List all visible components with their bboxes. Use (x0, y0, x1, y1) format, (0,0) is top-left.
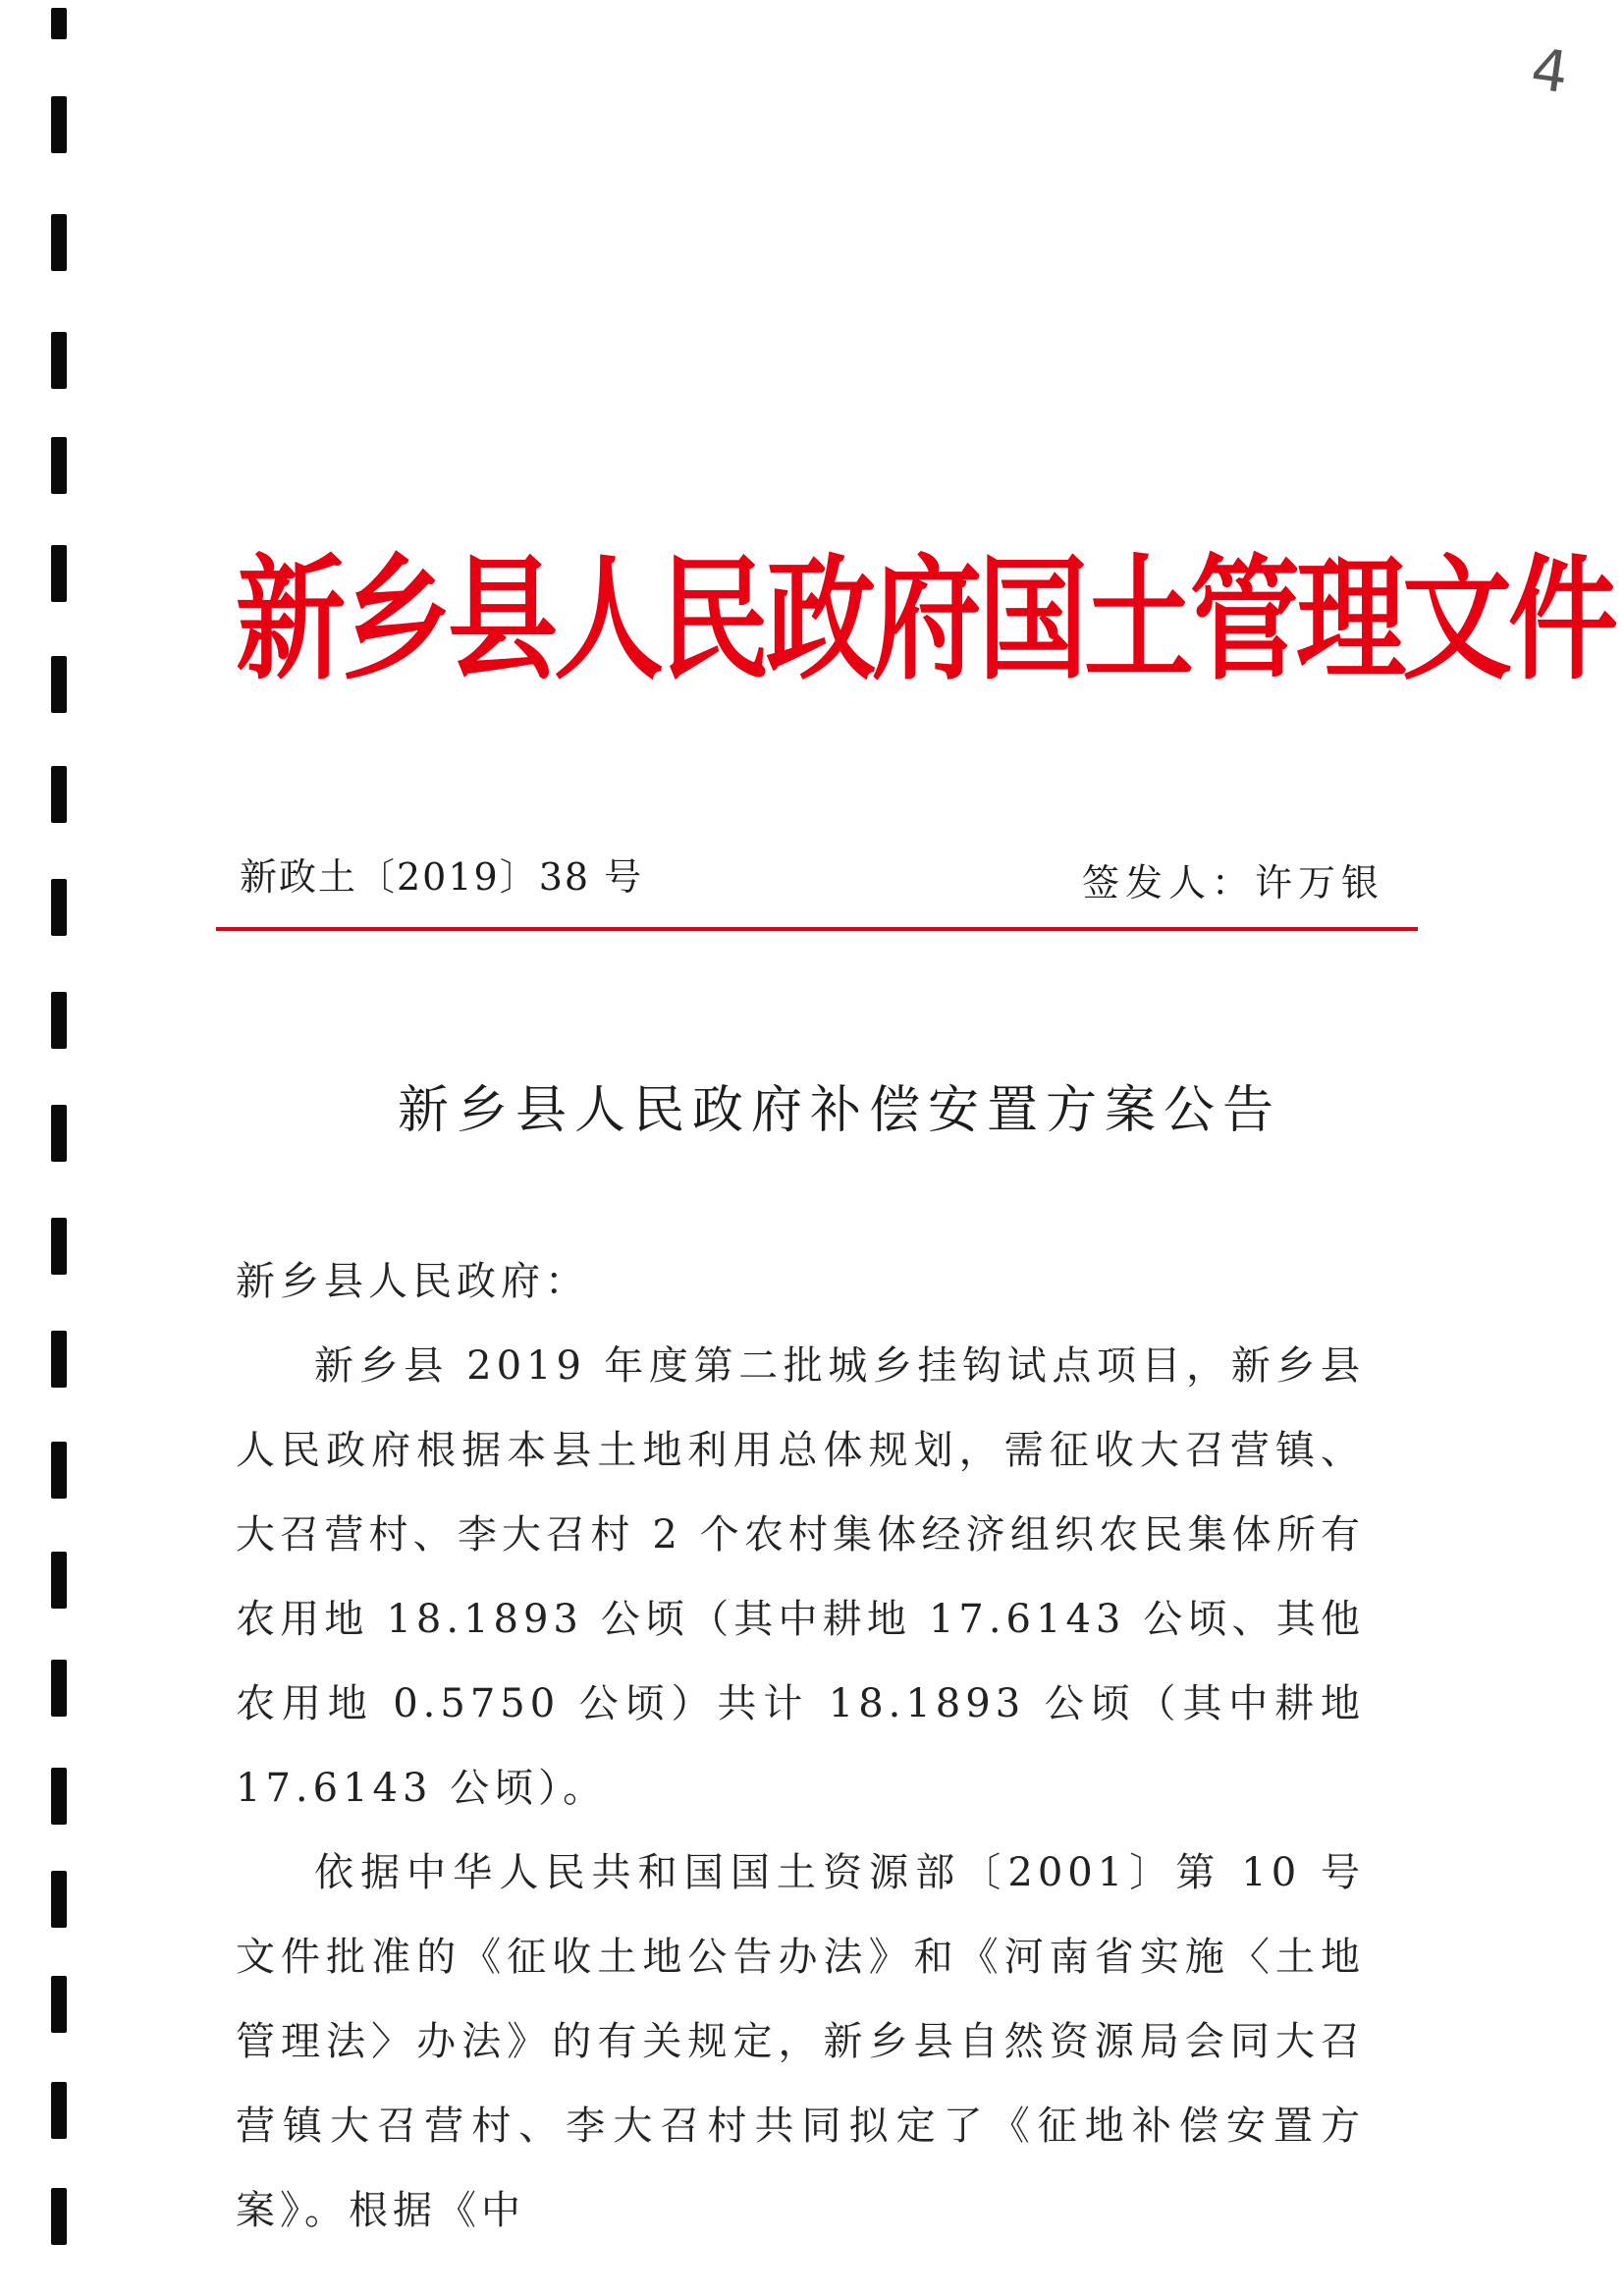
binding-hole (51, 2082, 67, 2139)
handwritten-page-mark: 4 (1527, 34, 1573, 107)
binding-hole (51, 992, 67, 1049)
binding-hole (51, 437, 67, 494)
document-number: 新政土〔2019〕38 号 (240, 855, 644, 899)
binding-hole (51, 96, 67, 153)
binding-hole (51, 1871, 67, 1928)
binding-hole (51, 766, 67, 823)
header-divider-line (216, 927, 1418, 931)
body-paragraph: 新乡县 2019 年度第二批城乡挂钩试点项目，新乡县人民政府根据本县土地利用总体规划，需征收大召营镇、大召营村、李大召村 2 个农村集体经济组织农民集体所有农用地 18.1893 公顷（其中耕地 17.6143 公顷、其他农用地 0.5750 公顷）共计 18.1893 公顷（其中耕地 17.6143 公顷）。 (236, 1343, 1365, 1811)
binding-hole (51, 1218, 67, 1275)
binding-hole (51, 879, 67, 936)
notice-title: 新乡县人民政府补偿安置方案公告 (397, 1081, 1281, 1140)
signer-label: 签发人： (1081, 861, 1255, 904)
signer-name: 许万银 (1254, 861, 1384, 904)
binding-hole (51, 214, 67, 271)
body-paragraph: 依据中华人民共和国国土资源部〔2001〕第 10 号文件批准的《征收土地公告办法》和《河南省实施〈土地管理法〉办法》的有关规定，新乡县自然资源局会同大召营镇大召营村、李大召村共同拟定了《征地补偿安置方案》。根据《中 (236, 1850, 1365, 2233)
binding-hole (51, 1660, 67, 1717)
signer (1082, 852, 1384, 906)
binding-hole (51, 1105, 67, 1162)
binding-hole (51, 2188, 67, 2245)
binding-hole (51, 545, 67, 602)
addressee: 新乡县人民政府： (236, 1259, 589, 1304)
binding-hole (51, 8, 67, 39)
binding-hole (51, 1976, 67, 2033)
binding-hole (51, 1331, 67, 1388)
binding-hole (51, 332, 67, 389)
binding-hole (51, 656, 67, 713)
binding-hole (51, 1552, 67, 1609)
binding-hole (51, 1768, 67, 1825)
binding-hole (51, 1442, 67, 1499)
document-header-title: 新乡县人民政府国土管理文件 (236, 542, 1614, 699)
document-body (236, 1239, 1365, 2253)
